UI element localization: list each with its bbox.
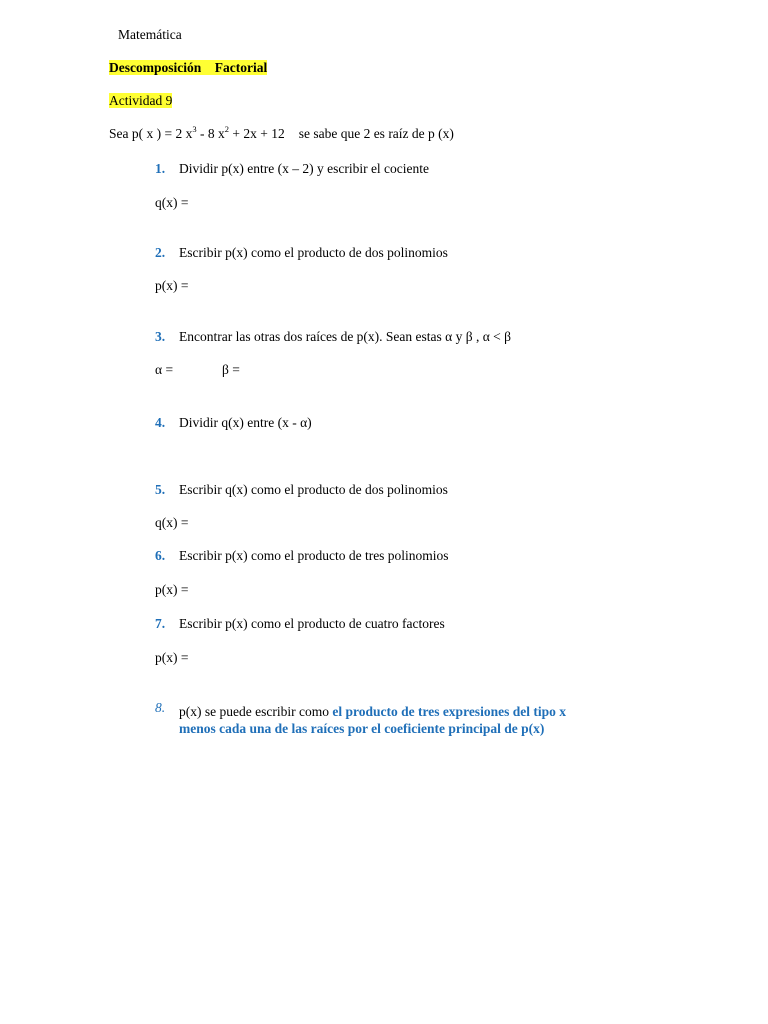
activity-label	[109, 93, 172, 109]
task-7-answer: p(x) =	[155, 650, 189, 665]
subject-title: Matemática	[118, 27, 182, 42]
task-number: 1.	[155, 161, 166, 176]
task-6	[155, 548, 449, 564]
task-text: Escribir p(x) como el producto de tres polinomios	[179, 548, 449, 563]
statement-mid1: - 8 x	[196, 126, 225, 141]
task-7	[155, 616, 445, 632]
task-8-line-2	[179, 721, 544, 737]
task-text: Escribir p(x) como el producto de dos polinomios	[179, 245, 448, 260]
topic-word-2: Factorial	[214, 60, 268, 75]
task-3-answer-alpha: α =	[155, 362, 174, 377]
statement-prefix: Sea p( x ) = 2 x	[109, 126, 193, 141]
task-6-answer: p(x) =	[155, 582, 189, 597]
topic-heading	[109, 60, 267, 76]
task-8-number	[155, 700, 179, 716]
statement-mid2: + 2x + 12	[228, 126, 285, 141]
task-number: 3.	[155, 329, 166, 344]
task-text: Dividir p(x) entre (x – 2) y escribir el cociente	[179, 161, 430, 176]
statement-suffix: se sabe que 2 es raíz de p (x)	[298, 126, 454, 141]
task-1	[155, 161, 429, 177]
problem-statement	[109, 126, 454, 142]
task-number: 4.	[155, 415, 166, 430]
task-8-highlight-2: menos cada una de las raíces por el coeficiente principal de p(x)	[179, 721, 545, 736]
task-4	[155, 415, 312, 431]
task-3-answer-beta: β =	[222, 362, 240, 377]
task-number: 7.	[155, 616, 166, 631]
task-5-answer: q(x) =	[155, 515, 189, 530]
task-number: 5.	[155, 482, 166, 497]
task-text: Escribir p(x) como el producto de cuatro factores	[179, 616, 445, 631]
task-text: Escribir q(x) como el producto de dos polinomios	[179, 482, 448, 497]
task-5	[155, 482, 448, 498]
task-8-line-1	[179, 704, 566, 720]
exponent-3: 3	[192, 124, 197, 134]
task-number: 6.	[155, 548, 166, 563]
activity-text: Actividad 9	[109, 93, 173, 108]
task-number: 8.	[155, 700, 166, 715]
task-text: Encontrar las otras dos raíces de p(x). Sean estas α y β , α < β	[179, 329, 512, 344]
task-text: Dividir q(x) entre (x - α)	[179, 415, 312, 430]
task-1-answer: q(x) =	[155, 195, 189, 210]
exponent-2: 2	[224, 124, 229, 134]
task-8-plain-text: p(x) se puede escribir como	[179, 704, 333, 719]
task-3	[155, 329, 511, 345]
task-2-answer: p(x) =	[155, 278, 189, 293]
task-2	[155, 245, 448, 261]
task-number: 2.	[155, 245, 166, 260]
task-8-highlight-1: el producto de tres expresiones del tipo x	[332, 704, 566, 719]
topic-word-1: Descomposición	[109, 60, 202, 75]
